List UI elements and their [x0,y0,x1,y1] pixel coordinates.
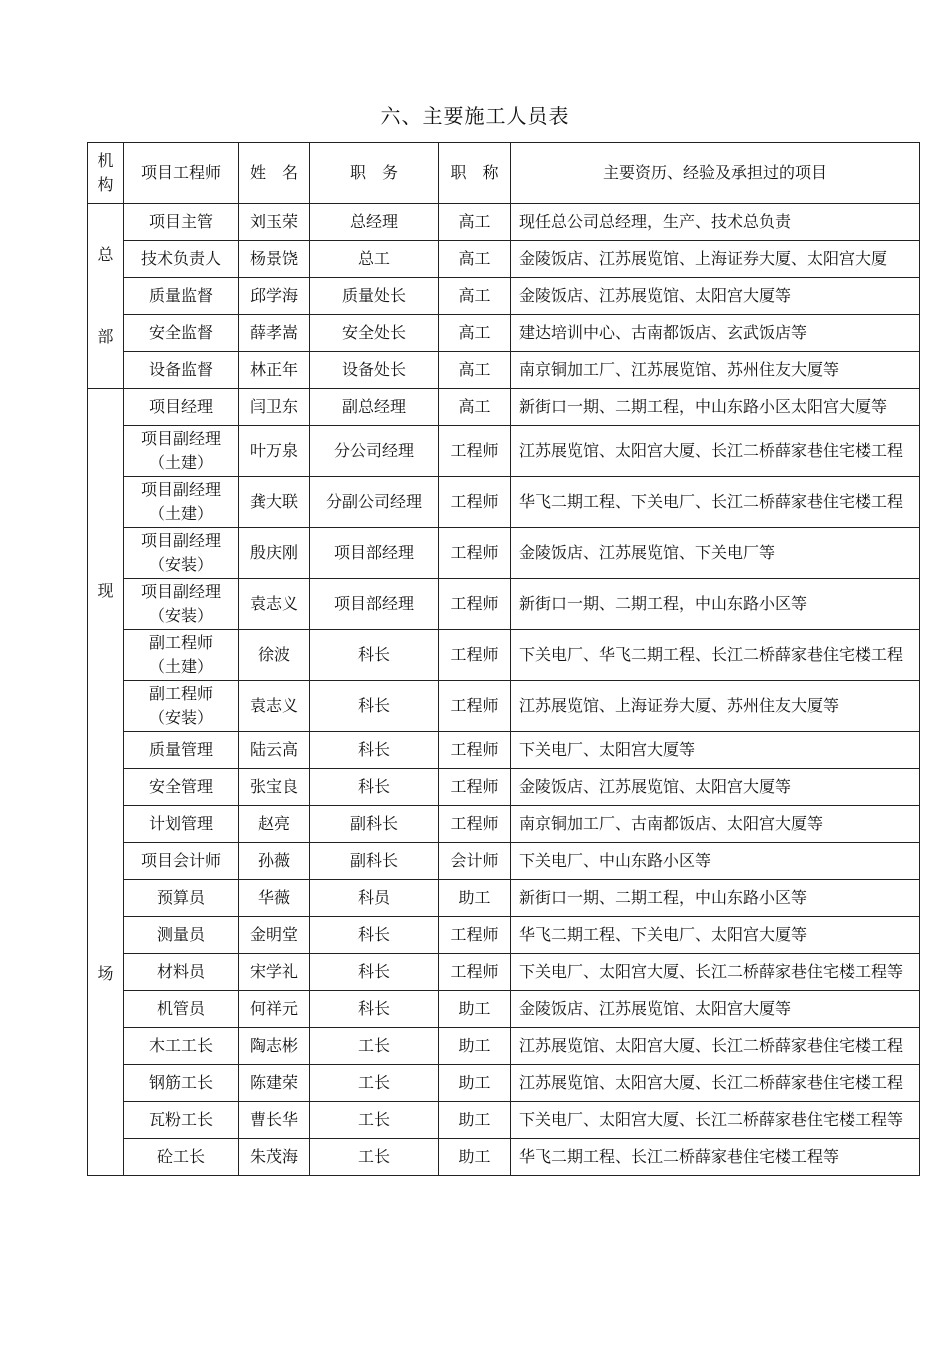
cell-rank: 助工 [439,1065,511,1102]
cell-role-line2: （安装） [148,606,213,625]
table-row [88,681,920,732]
cell-name: 赵亮 [239,806,310,843]
cell-experience [511,1065,920,1102]
cell-position: 项目部经理 [310,528,439,579]
cell-role-line1: 砼工长 [156,1147,205,1166]
cell-experience-text: 下关电厂、太阳宫大厦、长江二桥薛家巷住宅楼工程等 [519,1110,904,1129]
table-header-row [88,143,920,204]
table-body [88,204,920,1176]
table-row [88,241,920,278]
cell-experience [511,630,920,681]
cell-rank: 工程师 [439,732,511,769]
cell-experience-text: 华飞二期工程、下关电厂、太阳宫大厦等 [519,925,808,944]
cell-experience [511,1102,920,1139]
org-label-top: 总 [97,245,114,264]
cell-role [124,806,239,843]
cell-role-line1: 瓦粉工长 [148,1110,213,1129]
staff-table [87,142,920,1176]
cell-role [124,241,239,278]
cell-role [124,1102,239,1139]
cell-role [124,426,239,477]
cell-name: 曹长华 [239,1102,310,1139]
table-row [88,843,920,880]
cell-experience-text: 华飞二期工程、长江二桥薛家巷住宅楼工程等 [519,1147,840,1166]
header-role: 项目工程师 [124,143,239,204]
cell-position: 分公司经理 [310,426,439,477]
cell-experience-text: 江苏展览馆、太阳宫大厦、长江二桥薛家巷住宅楼工程 [519,1073,904,1092]
header-experience: 主要资历、经验及承担过的项目 [511,143,920,204]
cell-experience [511,278,920,315]
cell-rank: 助工 [439,1139,511,1176]
table-row [88,1028,920,1065]
header-org-line1: 机 [97,151,114,170]
cell-role [124,1028,239,1065]
cell-experience [511,880,920,917]
cell-rank: 会计师 [439,843,511,880]
cell-name: 龚大联 [239,477,310,528]
cell-name: 袁志义 [239,681,310,732]
cell-experience [511,204,920,241]
cell-experience-text: 新街口一期、二期工程，中山东路小区等 [519,594,808,613]
cell-role-line1: 项目副经理 [140,582,221,601]
cell-experience [511,917,920,954]
org-label-bottom: 场 [97,963,114,983]
cell-rank: 工程师 [439,917,511,954]
cell-position: 工长 [310,1139,439,1176]
table-row [88,1139,920,1176]
cell-rank: 工程师 [439,806,511,843]
cell-rank: 工程师 [439,528,511,579]
cell-experience [511,991,920,1028]
cell-role [124,681,239,732]
cell-role-line1: 钢筋工长 [148,1073,213,1092]
table-row [88,769,920,806]
cell-experience [511,843,920,880]
cell-experience [511,241,920,278]
table-row [88,477,920,528]
header-name: 姓 名 [239,143,310,204]
cell-name: 陆云高 [239,732,310,769]
cell-role [124,1139,239,1176]
cell-position: 副总经理 [310,389,439,426]
cell-role [124,352,239,389]
cell-role-line1: 测量员 [156,925,205,944]
cell-name: 徐波 [239,630,310,681]
table-row [88,528,920,579]
cell-role-line1: 项目会计师 [140,851,221,870]
cell-role [124,528,239,579]
cell-experience-text: 新街口一期、二期工程，中山东路小区等 [519,888,808,907]
cell-role-line1: 计划管理 [148,814,213,833]
cell-role-line1: 技术负责人 [140,249,221,268]
cell-rank: 工程师 [439,426,511,477]
cell-experience [511,769,920,806]
cell-role-line2: （土建） [148,504,213,523]
cell-role-line1: 质量监督 [148,286,213,305]
cell-experience-text: 下关电厂、中山东路小区等 [519,851,712,870]
cell-experience [511,528,920,579]
cell-rank: 高工 [439,204,511,241]
table-row [88,315,920,352]
cell-role-line1: 项目副经理 [140,531,221,550]
cell-rank: 工程师 [439,681,511,732]
cell-position: 工长 [310,1028,439,1065]
org-group-cell [88,204,124,389]
cell-role [124,880,239,917]
cell-position: 设备处长 [310,352,439,389]
table-row [88,1065,920,1102]
cell-experience [511,806,920,843]
cell-rank: 高工 [439,315,511,352]
cell-rank: 高工 [439,352,511,389]
cell-position: 副科长 [310,843,439,880]
cell-role [124,843,239,880]
cell-rank: 高工 [439,241,511,278]
cell-experience [511,352,920,389]
cell-role [124,991,239,1028]
cell-name: 陶志彬 [239,1028,310,1065]
table-row [88,426,920,477]
cell-experience-text: 金陵饭店、江苏展览馆、下关电厂等 [519,543,776,562]
cell-position: 科长 [310,681,439,732]
cell-role-line2: （土建） [148,657,213,676]
cell-role-line2: （安装） [148,708,213,727]
cell-experience-text: 金陵饭店、江苏展览馆、上海证券大厦、太阳宫大厦 [519,249,888,268]
cell-experience [511,477,920,528]
cell-experience [511,1139,920,1176]
cell-rank: 工程师 [439,579,511,630]
cell-position: 总工 [310,241,439,278]
cell-role [124,315,239,352]
table-row [88,579,920,630]
cell-name: 袁志义 [239,579,310,630]
cell-role-line1: 项目经理 [148,397,213,416]
cell-position: 科长 [310,769,439,806]
cell-role [124,477,239,528]
cell-rank: 高工 [439,389,511,426]
table-row [88,917,920,954]
cell-experience-text: 南京铜加工厂、江苏展览馆、苏州住友大厦等 [519,360,840,379]
cell-experience-text: 金陵饭店、江苏展览馆、太阳宫大厦等 [519,999,792,1018]
header-rank: 职 称 [439,143,511,204]
cell-name: 邱学海 [239,278,310,315]
cell-rank: 助工 [439,880,511,917]
cell-position: 总经理 [310,204,439,241]
table-row [88,204,920,241]
cell-rank: 工程师 [439,769,511,806]
cell-name: 刘玉荣 [239,204,310,241]
table-row [88,880,920,917]
org-label-bottom: 部 [97,327,114,346]
cell-position: 分副公司经理 [310,477,439,528]
cell-experience-text: 江苏展览馆、太阳宫大厦、长江二桥薛家巷住宅楼工程 [519,441,904,460]
cell-role-line1: 项目副经理 [140,480,221,499]
cell-position: 工长 [310,1065,439,1102]
cell-role-line1: 设备监督 [148,360,213,379]
cell-role-line1: 木工工长 [148,1036,213,1055]
cell-role-line1: 机管员 [156,999,205,1018]
cell-rank: 工程师 [439,630,511,681]
org-label-top: 现 [97,580,114,600]
cell-rank: 助工 [439,1102,511,1139]
cell-role-line1: 预算员 [156,888,205,907]
cell-role [124,204,239,241]
cell-role-line1: 质量管理 [148,740,213,759]
cell-role-line1: 材料员 [156,962,205,981]
org-group-cell [88,389,124,1176]
cell-position: 科长 [310,917,439,954]
cell-role-line1: 安全监督 [148,323,213,342]
cell-experience-text: 江苏展览馆、太阳宫大厦、长江二桥薛家巷住宅楼工程 [519,1036,904,1055]
cell-name: 何祥元 [239,991,310,1028]
cell-role [124,389,239,426]
cell-rank: 工程师 [439,477,511,528]
header-org [88,143,124,204]
cell-name: 金明堂 [239,917,310,954]
cell-role [124,769,239,806]
page-title: 六、主要施工人员表 [380,104,570,128]
cell-name: 林正年 [239,352,310,389]
cell-role-line1: 安全管理 [148,777,213,796]
cell-name: 华薇 [239,880,310,917]
cell-experience [511,732,920,769]
table-row [88,278,920,315]
cell-role-line1: 项目主管 [148,212,213,231]
header-position: 职 务 [310,143,439,204]
table-row [88,630,920,681]
table-row [88,732,920,769]
cell-position: 项目部经理 [310,579,439,630]
cell-experience [511,389,920,426]
cell-role-line1: 副工程师 [148,684,213,703]
table-row [88,1102,920,1139]
cell-name: 朱茂海 [239,1139,310,1176]
cell-experience [511,681,920,732]
table-row [88,352,920,389]
cell-rank: 高工 [439,278,511,315]
cell-position: 安全处长 [310,315,439,352]
cell-name: 殷庆刚 [239,528,310,579]
cell-position: 工长 [310,1102,439,1139]
cell-position: 质量处长 [310,278,439,315]
cell-experience-text: 金陵饭店、江苏展览馆、太阳宫大厦等 [519,286,792,305]
cell-position: 科员 [310,880,439,917]
cell-role [124,732,239,769]
cell-experience-text: 金陵饭店、江苏展览馆、太阳宫大厦等 [519,777,792,796]
cell-experience [511,426,920,477]
cell-role [124,954,239,991]
cell-experience-text: 下关电厂、太阳宫大厦等 [519,740,696,759]
cell-role-line1: 项目副经理 [140,429,221,448]
cell-role-line2: （安装） [148,555,213,574]
cell-experience-text: 华飞二期工程、下关电厂、长江二桥薛家巷住宅楼工程 [519,492,904,511]
cell-experience-text: 现任总公司总经理，生产、技术总负责 [519,212,792,231]
cell-name: 叶万泉 [239,426,310,477]
cell-role [124,630,239,681]
cell-name: 陈建荣 [239,1065,310,1102]
cell-experience-text: 江苏展览馆、上海证券大厦、苏州住友大厦等 [519,696,840,715]
cell-rank: 助工 [439,1028,511,1065]
cell-experience-text: 建达培训中心、古南都饭店、玄武饭店等 [519,323,808,342]
table-row [88,389,920,426]
cell-name: 宋学礼 [239,954,310,991]
cell-experience-text: 下关电厂、华飞二期工程、长江二桥薛家巷住宅楼工程 [519,645,904,664]
cell-experience-text: 下关电厂、太阳宫大厦、长江二桥薛家巷住宅楼工程等 [519,962,904,981]
cell-role [124,278,239,315]
cell-name: 张宝良 [239,769,310,806]
header-org-line2: 构 [97,175,114,194]
cell-position: 科长 [310,954,439,991]
cell-position: 副科长 [310,806,439,843]
cell-position: 科长 [310,991,439,1028]
table-row [88,806,920,843]
cell-role [124,917,239,954]
cell-experience-text: 南京铜加工厂、古南都饭店、太阳宫大厦等 [519,814,824,833]
cell-name: 孙薇 [239,843,310,880]
cell-experience-text: 新街口一期、二期工程，中山东路小区太阳宫大厦等 [519,397,888,416]
cell-experience [511,1028,920,1065]
cell-role [124,1065,239,1102]
cell-name: 杨景饶 [239,241,310,278]
cell-name: 薛孝嵩 [239,315,310,352]
table-row [88,991,920,1028]
table-row [88,954,920,991]
cell-experience [511,579,920,630]
cell-role-line2: （土建） [148,453,213,472]
cell-experience [511,315,920,352]
cell-experience [511,954,920,991]
cell-rank: 工程师 [439,954,511,991]
cell-position: 科长 [310,732,439,769]
cell-role [124,579,239,630]
cell-role-line1: 副工程师 [148,633,213,652]
cell-rank: 助工 [439,991,511,1028]
cell-position: 科长 [310,630,439,681]
cell-name: 闫卫东 [239,389,310,426]
